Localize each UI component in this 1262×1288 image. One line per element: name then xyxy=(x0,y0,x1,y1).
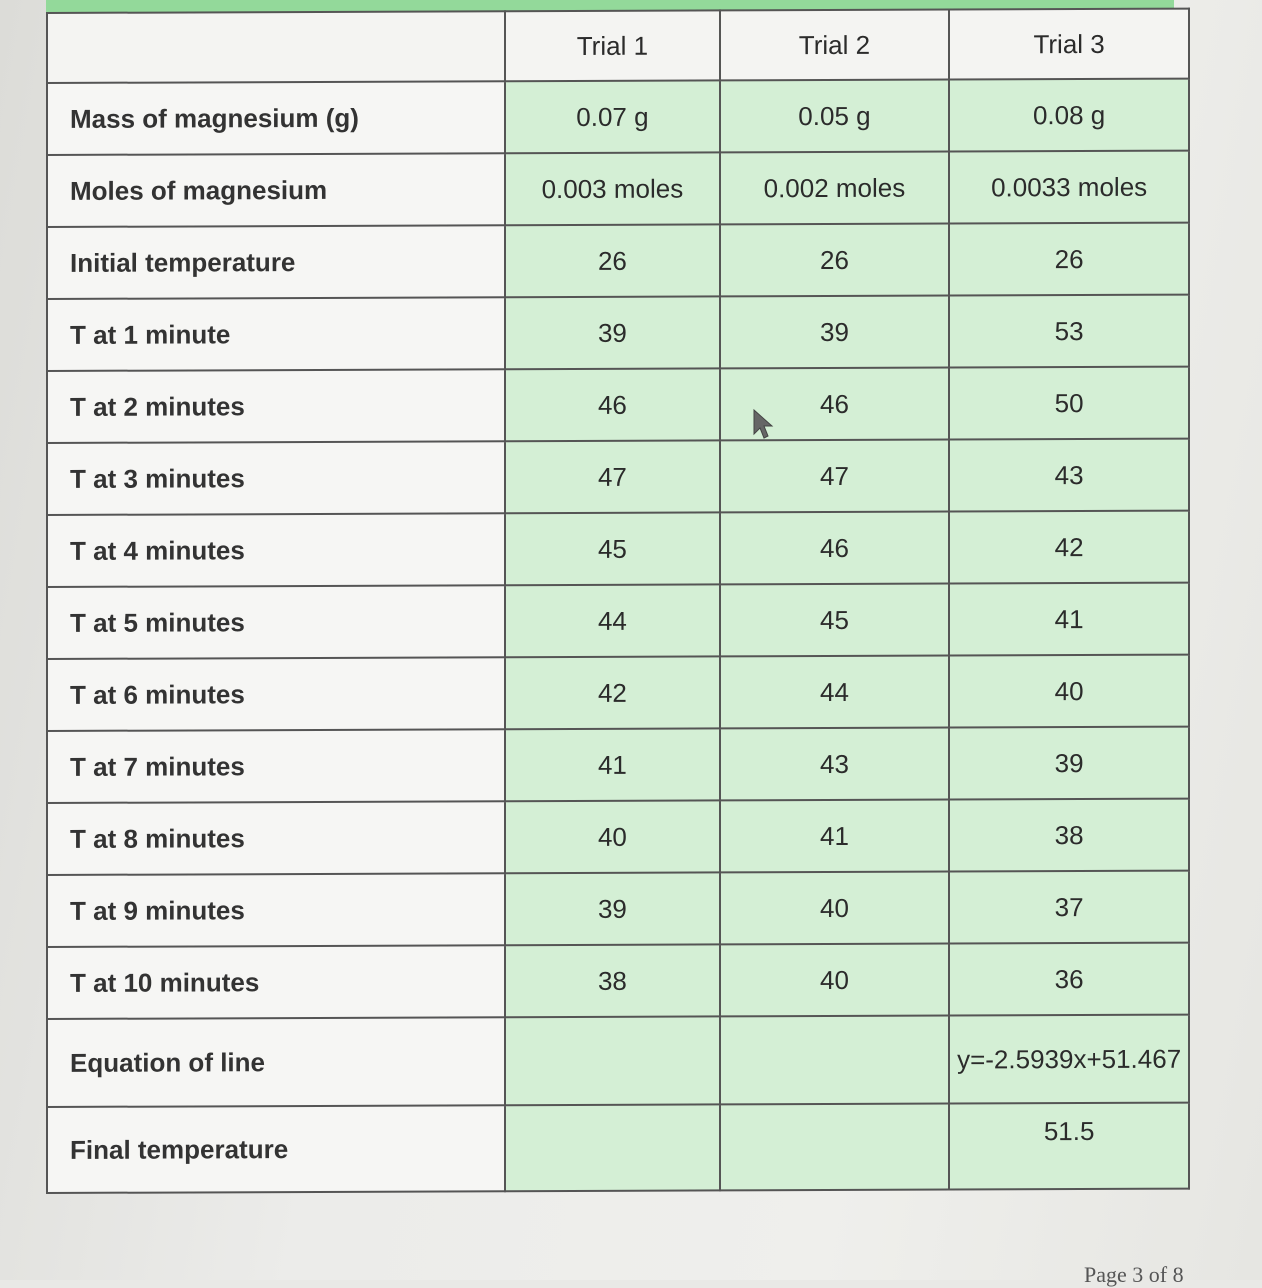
table-row xyxy=(47,367,1189,443)
trial-2-value: 40 xyxy=(720,872,950,945)
trial-1-value xyxy=(505,1016,719,1105)
trial-2-value: 39 xyxy=(720,296,950,369)
trial-3-value: 41 xyxy=(949,583,1189,656)
trial-1-value: 39 xyxy=(505,872,719,945)
trial-2-value: 0.002 moles xyxy=(720,152,950,225)
trial-1-value: 41 xyxy=(505,728,719,801)
row-label: T at 8 minutes xyxy=(47,801,505,875)
table-row-final xyxy=(47,1103,1189,1193)
trial-2-value: 44 xyxy=(720,656,950,729)
table-row xyxy=(47,295,1189,371)
trial-3-value: 37 xyxy=(949,871,1189,944)
row-label: T at 3 minutes xyxy=(47,441,505,515)
row-label: T at 9 minutes xyxy=(47,873,505,947)
trial-2-value: 47 xyxy=(720,440,950,513)
page-number: Page 3 of 8 xyxy=(1084,1262,1184,1287)
trial-2-value: 45 xyxy=(720,584,950,657)
trial-1-value: 44 xyxy=(505,584,719,657)
trial-1-value: 0.003 moles xyxy=(505,152,719,225)
trial-1-value xyxy=(505,1104,719,1191)
table-row xyxy=(47,871,1189,947)
row-label: T at 4 minutes xyxy=(47,513,505,587)
table-row xyxy=(47,655,1189,731)
row-label: T at 7 minutes xyxy=(47,729,505,803)
trial-2-value xyxy=(720,1104,950,1191)
temperature-data-table xyxy=(46,8,1190,1194)
row-label: Equation of line xyxy=(47,1017,505,1107)
table-row xyxy=(47,223,1189,299)
header-trial-2: Trial 2 xyxy=(720,10,950,81)
table-header-row xyxy=(47,9,1189,83)
trial-3-value: 42 xyxy=(949,511,1189,584)
trial-2-value: 40 xyxy=(720,944,950,1017)
trial-2-value: 26 xyxy=(720,224,950,297)
header-trial-1: Trial 1 xyxy=(505,10,719,81)
trial-3-value: 0.08 g xyxy=(949,79,1189,152)
trial-1-value: 40 xyxy=(505,800,719,873)
row-label: Moles of magnesium xyxy=(47,153,505,227)
table-row xyxy=(47,151,1189,227)
trial-1-value: 39 xyxy=(505,296,719,369)
trial-1-value: 26 xyxy=(505,224,719,297)
row-label: T at 2 minutes xyxy=(47,369,505,443)
row-label: T at 1 minute xyxy=(47,297,505,371)
trial-1-value: 45 xyxy=(505,512,719,585)
trial-2-value xyxy=(720,1016,950,1105)
table-row xyxy=(47,79,1189,155)
trial-3-value: 36 xyxy=(949,943,1189,1016)
trial-2-value: 46 xyxy=(720,512,950,585)
row-label: T at 10 minutes xyxy=(47,945,505,1019)
header-corner-cell xyxy=(47,11,505,83)
trial-1-value: 47 xyxy=(505,440,719,513)
trial-3-value: y=-2.5939x+51.467 xyxy=(949,1015,1189,1104)
trial-3-value: 43 xyxy=(949,439,1189,512)
trial-1-value: 0.07 g xyxy=(505,80,719,153)
trial-1-value: 42 xyxy=(505,656,719,729)
mouse-pointer-icon xyxy=(752,408,776,440)
trial-1-value: 46 xyxy=(505,368,719,441)
trial-2-value: 46 xyxy=(720,368,950,441)
trial-2-value: 41 xyxy=(720,800,950,873)
table-row xyxy=(47,439,1189,515)
row-label: Final temperature xyxy=(47,1105,505,1193)
trial-3-value: 26 xyxy=(949,223,1189,296)
table-row xyxy=(47,583,1189,659)
row-label: T at 5 minutes xyxy=(47,585,505,659)
row-label: Initial temperature xyxy=(47,225,505,299)
table-row xyxy=(47,511,1189,587)
trial-3-value: 0.0033 moles xyxy=(949,151,1189,224)
trial-3-value: 53 xyxy=(949,295,1189,368)
trial-3-value: 38 xyxy=(949,799,1189,872)
table-row xyxy=(47,943,1189,1019)
trial-3-value: 40 xyxy=(949,655,1189,728)
trial-3-value: 51.5 xyxy=(949,1103,1189,1190)
trial-2-value: 43 xyxy=(720,728,950,801)
table-row-equation xyxy=(47,1015,1189,1107)
row-label: T at 6 minutes xyxy=(47,657,505,731)
trial-3-value: 50 xyxy=(949,367,1189,440)
trial-3-value: 39 xyxy=(949,727,1189,800)
header-trial-3: Trial 3 xyxy=(949,9,1189,80)
row-label: Mass of magnesium (g) xyxy=(47,81,505,155)
trial-1-value: 38 xyxy=(505,944,719,1017)
trial-2-value: 0.05 g xyxy=(720,80,950,153)
table-row xyxy=(47,727,1189,803)
table-row xyxy=(47,799,1189,875)
